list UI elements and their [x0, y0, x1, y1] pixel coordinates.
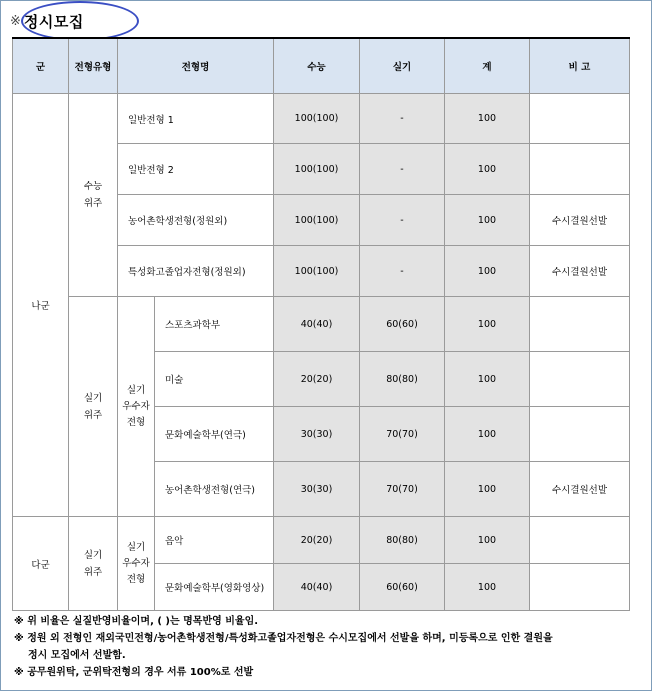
total-ratio-cell: 100	[445, 462, 530, 517]
group-gun-cell: 나군	[13, 94, 69, 517]
header-total: 계	[445, 38, 530, 94]
silgi-ratio-cell: -	[360, 144, 445, 195]
footnotes	[14, 613, 644, 681]
silgi-ratio-cell: -	[360, 195, 445, 246]
total-ratio-cell: 100	[445, 246, 530, 297]
table-row	[13, 297, 630, 352]
silgi-ratio-cell: 60(60)	[360, 564, 445, 611]
total-ratio-cell: 100	[445, 195, 530, 246]
program-name-cell: 음악	[155, 517, 274, 564]
remark-cell: 수시결원선발	[530, 462, 630, 517]
suneung-ratio-cell: 100(100)	[274, 246, 360, 297]
header-suneung: 수능	[274, 38, 360, 94]
header-row	[13, 38, 630, 94]
silgi-ratio-cell: 60(60)	[360, 297, 445, 352]
header-name: 전형명	[118, 38, 274, 94]
remark-cell	[530, 352, 630, 407]
table-row	[13, 517, 630, 564]
remark-cell	[530, 297, 630, 352]
remark-cell: 수시결원선발	[530, 195, 630, 246]
suneung-ratio-cell: 20(20)	[274, 352, 360, 407]
silgi-ratio-cell: -	[360, 94, 445, 144]
suneung-ratio-cell: 40(40)	[274, 297, 360, 352]
footnote: 정시 모집에서 선발함.	[28, 650, 126, 661]
total-ratio-cell: 100	[445, 352, 530, 407]
total-ratio-cell: 100	[445, 407, 530, 462]
program-name-cell: 문화예술학부(연극)	[155, 407, 274, 462]
suneung-ratio-cell: 30(30)	[274, 407, 360, 462]
program-name-cell: 문화예술학부(영화영상)	[155, 564, 274, 611]
program-name-cell: 일반전형 1	[118, 94, 274, 144]
total-ratio-cell: 100	[445, 564, 530, 611]
silgi-ratio-cell: 70(70)	[360, 462, 445, 517]
footnote: ※ 공무원위탁, 군위탁전형의 경우 서류 100%로 선발	[14, 667, 254, 678]
remark-cell	[530, 407, 630, 462]
footnote: ※ 위 비율은 실질반영비율이며, ( )는 명목반영 비율임.	[14, 616, 259, 627]
total-ratio-cell: 100	[445, 94, 530, 144]
reference-mark-icon: ※	[10, 13, 21, 29]
header-type: 전형유형	[69, 38, 118, 94]
silgi-ratio-cell: 80(80)	[360, 352, 445, 407]
suneung-ratio-cell: 100(100)	[274, 195, 360, 246]
admission-type-cell: 실기 위주	[69, 517, 118, 611]
admission-table	[12, 37, 630, 611]
subtype-cell: 실기 우수자 전형	[118, 517, 155, 611]
total-ratio-cell: 100	[445, 297, 530, 352]
suneung-ratio-cell: 100(100)	[274, 94, 360, 144]
header-silgi: 실기	[360, 38, 445, 94]
suneung-ratio-cell: 30(30)	[274, 462, 360, 517]
program-name-cell: 특성화고졸업자전형(정원외)	[118, 246, 274, 297]
remark-cell	[530, 94, 630, 144]
admission-type-cell: 실기 위주	[69, 297, 118, 517]
program-name-cell: 미술	[155, 352, 274, 407]
highlight-oval	[21, 1, 139, 41]
remark-cell	[530, 144, 630, 195]
program-name-cell: 스포츠과학부	[155, 297, 274, 352]
silgi-ratio-cell: 80(80)	[360, 517, 445, 564]
subtype-cell: 실기 우수자 전형	[118, 297, 155, 517]
admission-type-cell: 수능 위주	[69, 94, 118, 297]
program-name-cell: 일반전형 2	[118, 144, 274, 195]
header-note: 비 고	[530, 38, 630, 94]
silgi-ratio-cell: -	[360, 246, 445, 297]
table-row	[13, 94, 630, 144]
remark-cell	[530, 564, 630, 611]
header-gun: 군	[13, 38, 69, 94]
footnote: ※ 정원 외 전형인 재외국민전형/농어촌학생전형/특성화고졸업자전형은 수시모집에서 선발을 하며, 미등록으로 인한 결원을	[14, 633, 553, 644]
total-ratio-cell: 100	[445, 144, 530, 195]
remark-cell	[530, 517, 630, 564]
remark-cell: 수시결원선발	[530, 246, 630, 297]
suneung-ratio-cell: 100(100)	[274, 144, 360, 195]
suneung-ratio-cell: 20(20)	[274, 517, 360, 564]
total-ratio-cell: 100	[445, 517, 530, 564]
section-title-text: 정시모집	[23, 12, 84, 31]
suneung-ratio-cell: 40(40)	[274, 564, 360, 611]
program-name-cell: 농어촌학생전형(정원외)	[118, 195, 274, 246]
silgi-ratio-cell: 70(70)	[360, 407, 445, 462]
group-gun-cell: 다군	[13, 517, 69, 611]
program-name-cell: 농어촌학생전형(연극)	[155, 462, 274, 517]
